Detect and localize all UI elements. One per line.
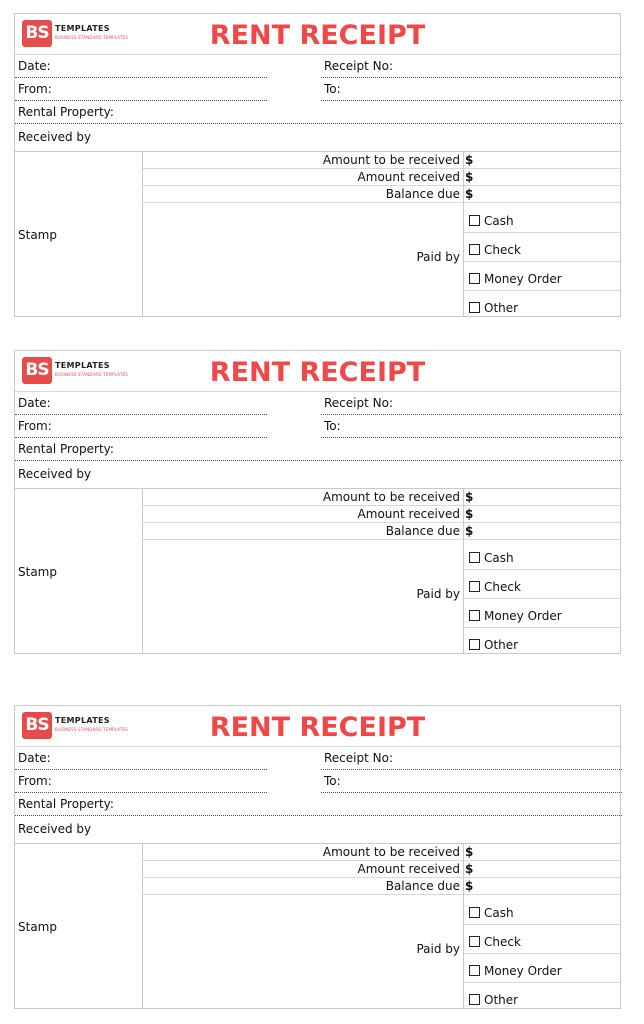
- receipt-no-field[interactable]: [321, 747, 622, 770]
- payment-option[interactable]: [464, 895, 620, 925]
- checkbox-icon[interactable]: [469, 907, 480, 918]
- stamp-label: Stamp: [18, 565, 57, 579]
- receipt-no-field[interactable]: [321, 55, 622, 78]
- date-label: Date:: [18, 751, 51, 765]
- balance-due-row[interactable]: [143, 523, 620, 540]
- balance-due-label: Balance due: [385, 879, 460, 893]
- bs-logo: BS: [22, 712, 52, 739]
- from-field[interactable]: [15, 770, 267, 793]
- to-label: To:: [324, 419, 341, 433]
- logo-tagline: BUSINESS STANDARD TEMPLATES: [55, 35, 129, 40]
- payment-option-label: Other: [484, 638, 519, 652]
- checkbox-icon[interactable]: [469, 965, 480, 976]
- checkbox-icon[interactable]: [469, 302, 480, 313]
- amount-to-be-received-label: Amount to be received: [322, 153, 460, 167]
- amount-received-label: Amount received: [357, 170, 460, 184]
- currency-sign: $: [465, 845, 474, 859]
- balance-due-label: Balance due: [385, 524, 460, 538]
- checkbox-icon[interactable]: [469, 215, 480, 226]
- to-label: To:: [324, 82, 341, 96]
- receipt-no-label: Receipt No:: [324, 751, 393, 765]
- amount-to-be-received-row[interactable]: [143, 152, 620, 169]
- payment-option-label: Check: [484, 935, 521, 949]
- rent-receipt-2: [14, 350, 621, 654]
- payment-option-label: Check: [484, 580, 521, 594]
- amount-grid: [15, 151, 620, 316]
- receipt-no-label: Receipt No:: [324, 59, 393, 73]
- amount-to-be-received-label: Amount to be received: [322, 845, 460, 859]
- receipt-header: [15, 14, 620, 55]
- currency-sign: $: [465, 862, 474, 876]
- from-label: From:: [18, 774, 52, 788]
- balance-due-label: Balance due: [385, 187, 460, 201]
- rent-receipt-3: [14, 705, 621, 1009]
- checkbox-icon[interactable]: [469, 244, 480, 255]
- currency-sign: $: [465, 879, 474, 893]
- to-field[interactable]: [321, 770, 622, 793]
- bs-logo: BS: [22, 357, 52, 384]
- balance-due-row[interactable]: [143, 186, 620, 203]
- receipt-no-label: Receipt No:: [324, 396, 393, 410]
- stamp-label: Stamp: [18, 920, 57, 934]
- from-field[interactable]: [15, 78, 267, 101]
- to-label: To:: [324, 774, 341, 788]
- bs-logo: BS: [22, 20, 52, 47]
- logo-wordmark: TEMPLATES: [55, 24, 110, 33]
- rent-receipt-1: [14, 13, 621, 317]
- payment-option-label: Check: [484, 243, 521, 257]
- to-field[interactable]: [321, 415, 622, 438]
- rental-property-label: Rental Property:: [18, 105, 114, 119]
- amount-received-row[interactable]: [143, 506, 620, 523]
- currency-sign: $: [465, 170, 474, 184]
- checkbox-icon[interactable]: [469, 552, 480, 563]
- stamp-area[interactable]: [15, 489, 143, 653]
- payment-option[interactable]: [464, 953, 620, 983]
- rental-property-label: Rental Property:: [18, 442, 114, 456]
- payment-option-label: Money Order: [484, 272, 562, 286]
- payment-option[interactable]: [464, 982, 620, 1011]
- paid-by-label: Paid by: [416, 942, 460, 956]
- from-label: From:: [18, 82, 52, 96]
- payment-option-label: Money Order: [484, 964, 562, 978]
- amount-grid: [15, 843, 620, 1008]
- amount-received-label: Amount received: [357, 862, 460, 876]
- received-by-label: Received by: [18, 822, 92, 836]
- payment-option[interactable]: [464, 540, 620, 570]
- amount-grid: [15, 488, 620, 653]
- logo-tagline: BUSINESS STANDARD TEMPLATES: [55, 727, 129, 732]
- currency-sign: $: [465, 524, 474, 538]
- paid-by-label: Paid by: [416, 250, 460, 264]
- payment-option-label: Other: [484, 301, 519, 315]
- date-label: Date:: [18, 59, 51, 73]
- amount-received-row[interactable]: [143, 169, 620, 186]
- receipt-header: [15, 706, 620, 747]
- date-field[interactable]: [15, 55, 267, 78]
- balance-due-row[interactable]: [143, 878, 620, 895]
- received-by-label: Received by: [18, 467, 92, 481]
- checkbox-icon[interactable]: [469, 936, 480, 947]
- stamp-area[interactable]: [15, 152, 143, 316]
- checkbox-icon[interactable]: [469, 639, 480, 650]
- payment-option[interactable]: [464, 627, 620, 656]
- payment-option-label: Cash: [484, 214, 514, 228]
- currency-sign: $: [465, 507, 474, 521]
- currency-sign: $: [465, 490, 474, 504]
- receipt-title: RENT RECEIPT: [209, 712, 426, 743]
- payment-option[interactable]: [464, 290, 620, 319]
- payment-option-label: Cash: [484, 551, 514, 565]
- receipt-title: RENT RECEIPT: [209, 357, 426, 388]
- payment-option[interactable]: [464, 203, 620, 233]
- payment-option[interactable]: [464, 569, 620, 599]
- stamp-label: Stamp: [18, 228, 57, 242]
- paid-by-label: Paid by: [416, 587, 460, 601]
- rental-property-field[interactable]: [15, 101, 622, 124]
- rental-property-label: Rental Property:: [18, 797, 114, 811]
- payment-option[interactable]: [464, 261, 620, 291]
- checkbox-icon[interactable]: [469, 581, 480, 592]
- payment-option[interactable]: [464, 924, 620, 954]
- checkbox-icon[interactable]: [469, 610, 480, 621]
- currency-sign: $: [465, 187, 474, 201]
- received-by-label: Received by: [18, 130, 92, 144]
- stamp-area[interactable]: [15, 844, 143, 1008]
- logo-tagline: BUSINESS STANDARD TEMPLATES: [55, 372, 129, 377]
- amount-received-row[interactable]: [143, 861, 620, 878]
- from-label: From:: [18, 419, 52, 433]
- received-by-field[interactable]: [15, 463, 622, 485]
- payment-option[interactable]: [464, 232, 620, 262]
- receipt-no-field[interactable]: [321, 392, 622, 415]
- logo-wordmark: TEMPLATES: [55, 716, 110, 725]
- date-label: Date:: [18, 396, 51, 410]
- date-field[interactable]: [15, 392, 267, 415]
- receipt-title: RENT RECEIPT: [209, 20, 426, 51]
- rental-property-field[interactable]: [15, 793, 622, 816]
- amount-to-be-received-row[interactable]: [143, 489, 620, 506]
- checkbox-icon[interactable]: [469, 273, 480, 284]
- currency-sign: $: [465, 153, 474, 167]
- payment-option-label: Other: [484, 993, 519, 1007]
- payment-option-label: Cash: [484, 906, 514, 920]
- date-field[interactable]: [15, 747, 267, 770]
- payment-option[interactable]: [464, 598, 620, 628]
- from-field[interactable]: [15, 415, 267, 438]
- rental-property-field[interactable]: [15, 438, 622, 461]
- amount-to-be-received-label: Amount to be received: [322, 490, 460, 504]
- to-field[interactable]: [321, 78, 622, 101]
- checkbox-icon[interactable]: [469, 994, 480, 1005]
- receipt-header: [15, 351, 620, 392]
- payment-option-label: Money Order: [484, 609, 562, 623]
- received-by-field[interactable]: [15, 126, 622, 148]
- amount-to-be-received-row[interactable]: [143, 844, 620, 861]
- received-by-field[interactable]: [15, 818, 622, 840]
- amount-received-label: Amount received: [357, 507, 460, 521]
- logo-wordmark: TEMPLATES: [55, 361, 110, 370]
